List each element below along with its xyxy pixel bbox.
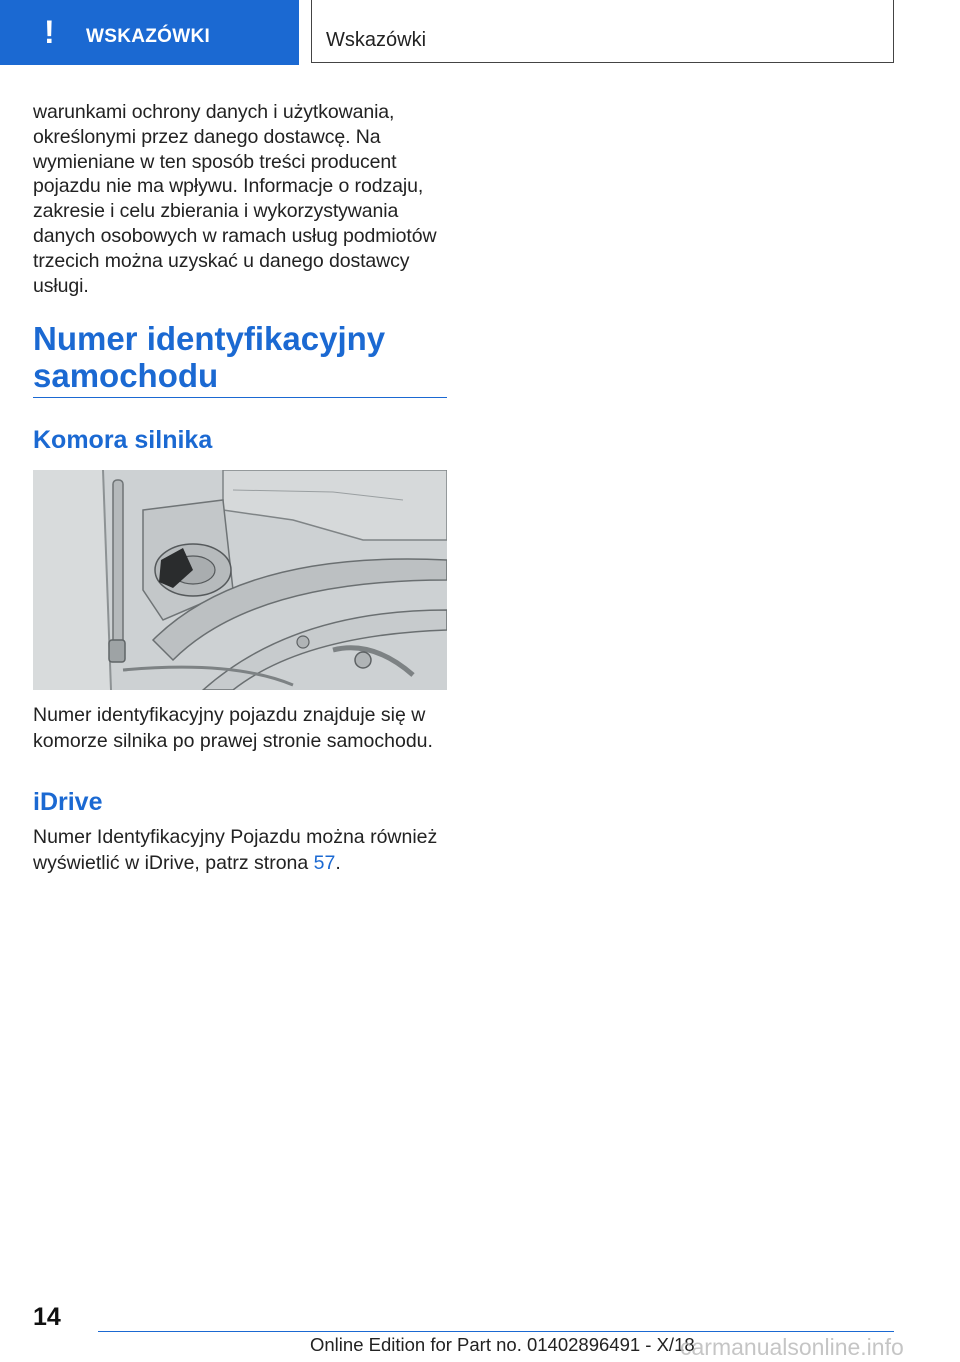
page-number: 14 bbox=[33, 1303, 61, 1331]
watermark: carmanualsonline.info bbox=[680, 1334, 904, 1360]
chapter-tab-label: WSKAZÓWKI bbox=[86, 26, 211, 47]
edition-text: Online Edition for Part no. 01402896491 - X/18 bbox=[310, 1334, 695, 1355]
engine-bay-illustration bbox=[33, 470, 447, 690]
intro-paragraph: warunkami ochrony danych i użytkowania, określonymi przez danego dostawcę. Na wymieniane w ten sposób treści producent pojazdu nie ma wpływu. Informacje o rodzaju, zakresie i celu zbierania i wykorzystywania danych osobowych w ramach usług podmiotów trzecich można uzyskać u danego dostawcy usługi. bbox=[33, 101, 437, 297]
page-header bbox=[311, 0, 894, 63]
idrive-paragraph bbox=[33, 824, 453, 876]
idrive-text: Numer Identyfikacyjny Pojazdu można również wyświetlić w iDrive, patrz strona bbox=[33, 826, 438, 874]
engine-bay-caption: Numer identyfikacyjny pojazdu znajduje się w komorze silnika po prawej stronie samochodu. bbox=[33, 704, 433, 752]
section-title: Numer identyfikacyjny samochodu bbox=[33, 320, 386, 394]
subsection-title-engine-bay: Komora silnika bbox=[33, 426, 213, 454]
idrive-text-end: . bbox=[335, 852, 341, 874]
chapter-tab bbox=[0, 0, 299, 65]
page-reference-link[interactable]: 57 bbox=[313, 852, 336, 874]
subsection-title-idrive: iDrive bbox=[33, 788, 103, 816]
section-divider bbox=[33, 397, 447, 398]
footer-divider bbox=[98, 1331, 894, 1332]
page-header-title: Wskazówki bbox=[326, 29, 427, 51]
exclamation-icon: ! bbox=[44, 14, 55, 50]
